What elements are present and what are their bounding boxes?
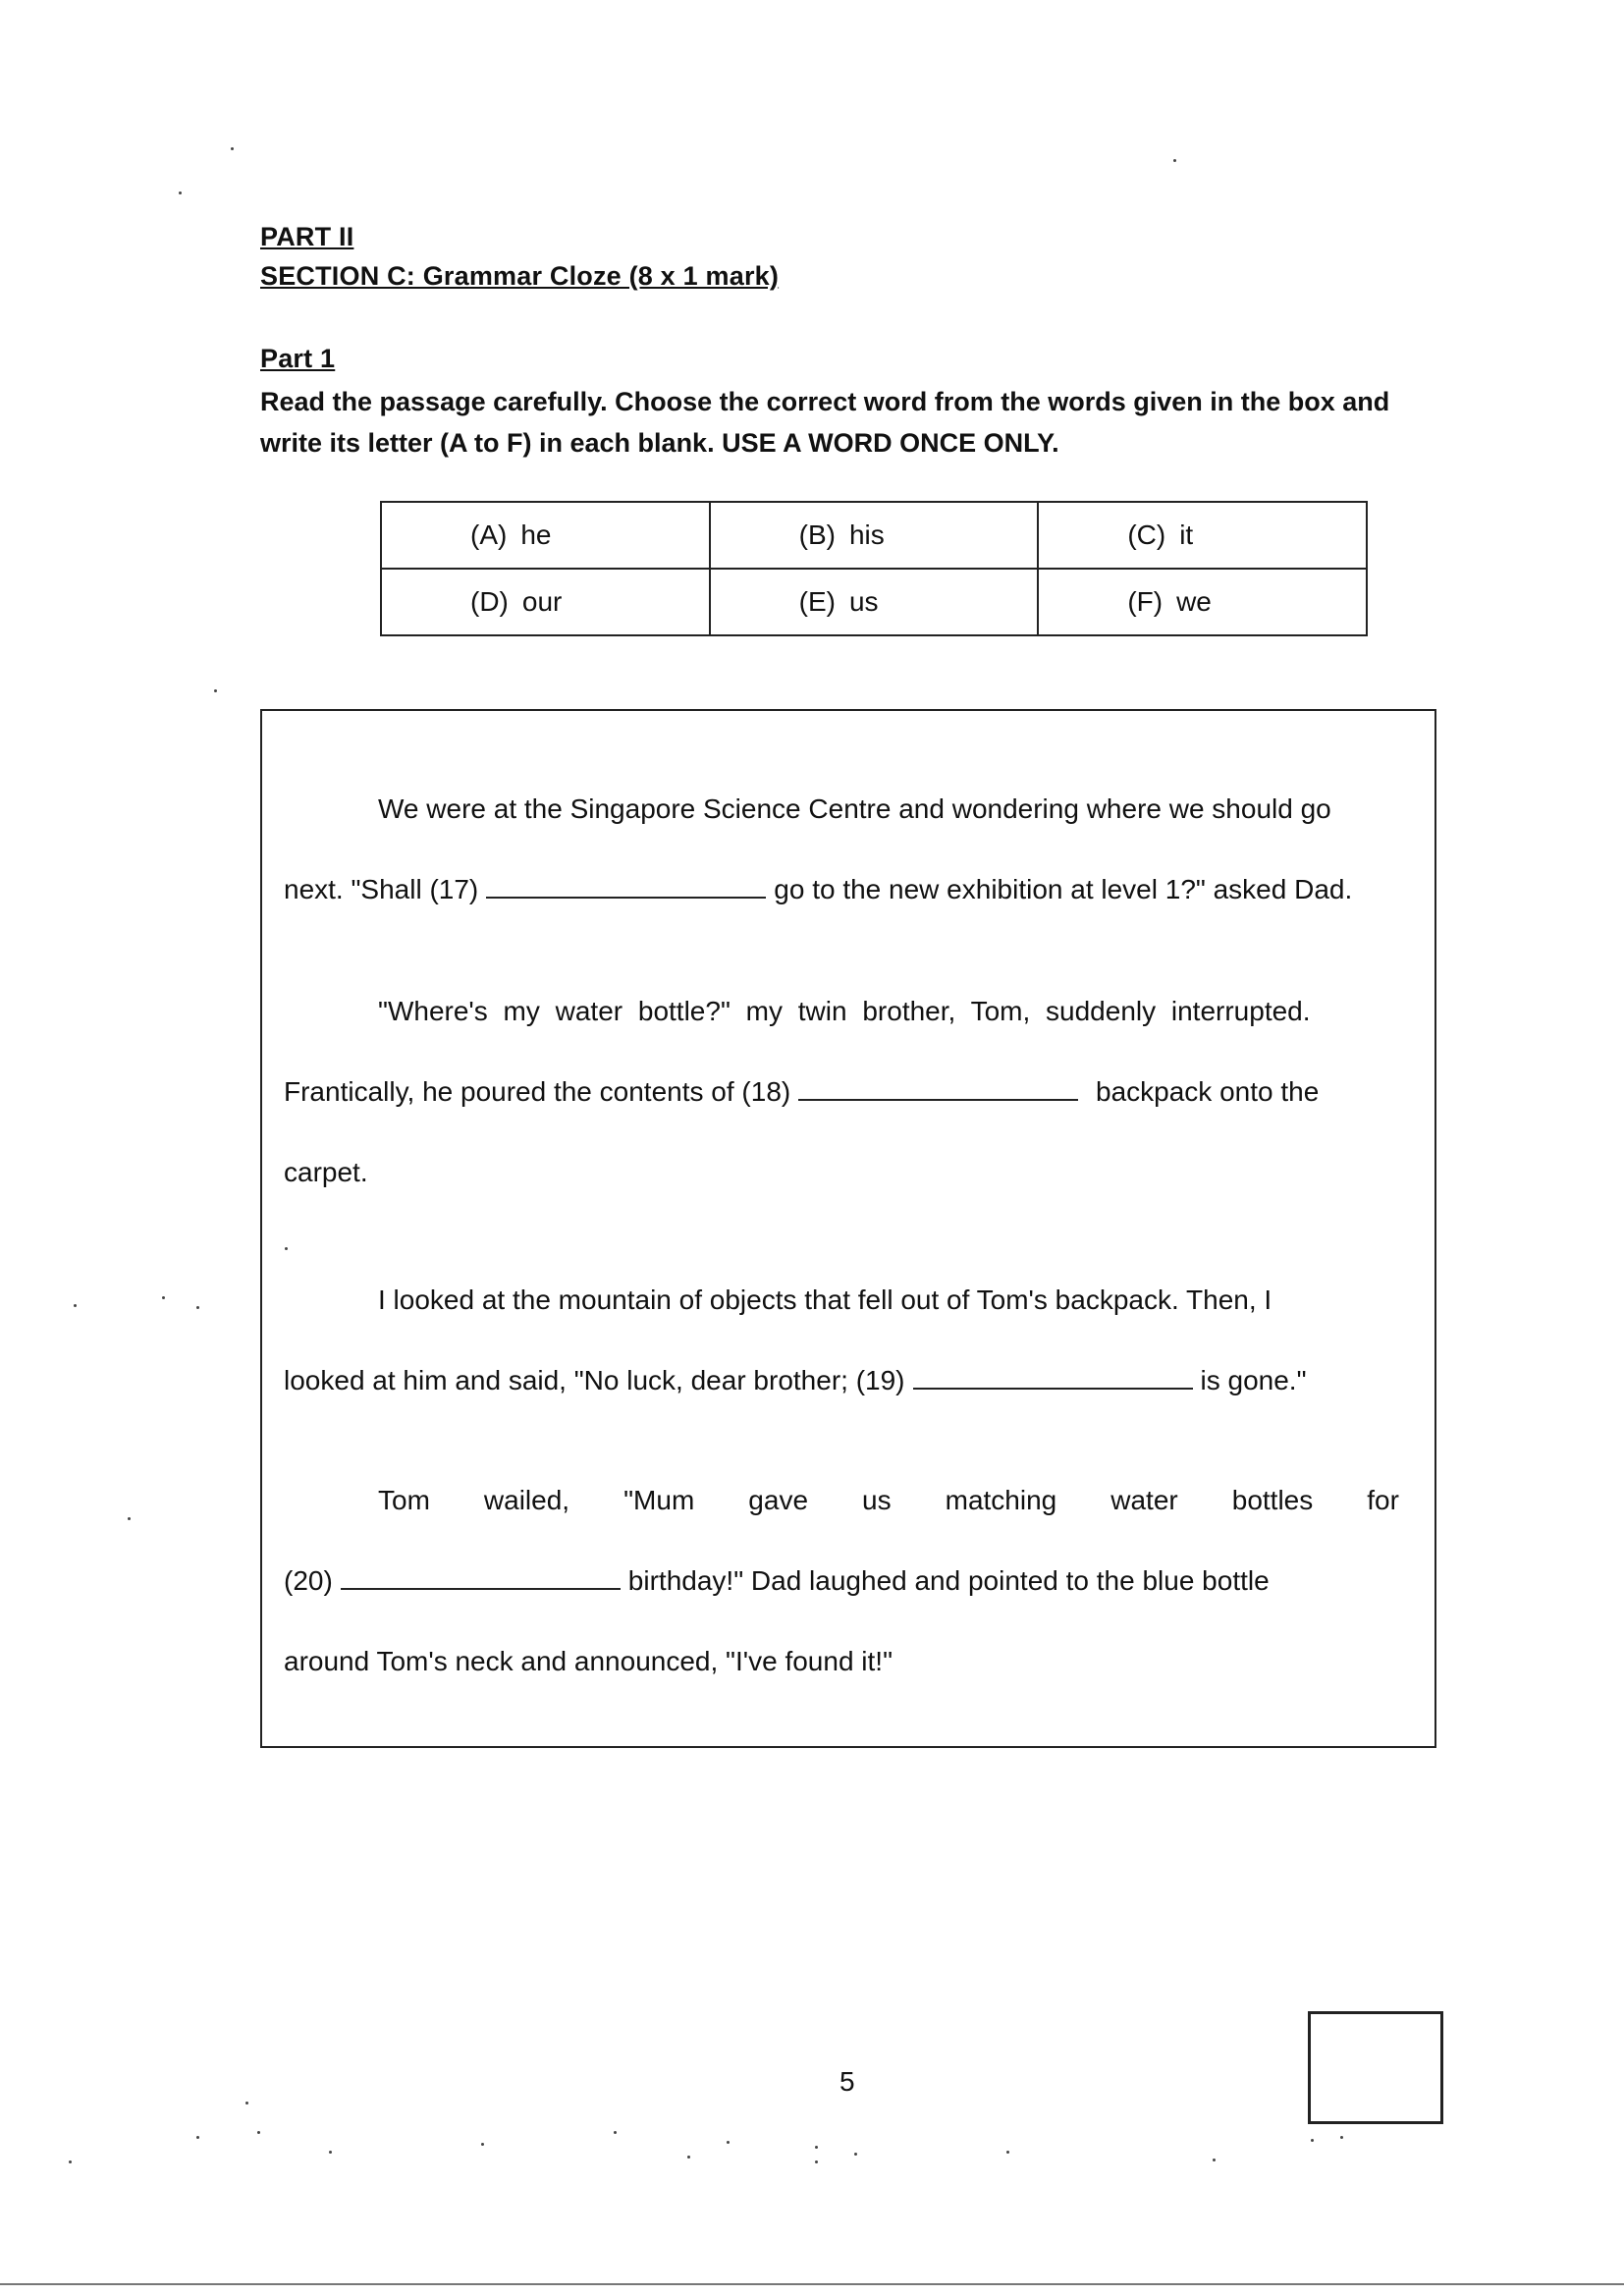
passage-text: carpet. xyxy=(284,1157,368,1187)
passage-line xyxy=(284,1076,1399,1108)
scan-speck xyxy=(1006,2151,1009,2154)
passage-word: gave xyxy=(748,1485,809,1515)
scan-speck xyxy=(179,191,182,194)
option-word: we xyxy=(1176,586,1212,617)
passage-word: wailed, xyxy=(483,1485,570,1515)
passage-word: us xyxy=(862,1485,892,1515)
passage-word: water xyxy=(1110,1485,1178,1515)
word-option-f xyxy=(1038,569,1367,635)
passage-line xyxy=(378,1285,1399,1316)
scan-speck xyxy=(1340,2136,1343,2139)
scan-speck xyxy=(285,1247,288,1250)
option-letter: (A) xyxy=(470,519,508,550)
scan-speck xyxy=(329,2151,332,2154)
word-box-row xyxy=(381,502,1367,569)
passage-text: go to the new exhibition at level 1?" asked Dad. xyxy=(774,874,1353,904)
answer-blank-18[interactable] xyxy=(798,1077,1078,1101)
passage-word: Tom xyxy=(378,1485,430,1515)
passage-word: for xyxy=(1367,1485,1399,1515)
option-word: his xyxy=(848,519,885,550)
word-option-d xyxy=(381,569,710,635)
option-letter: (F) xyxy=(1127,586,1164,617)
word-option-c xyxy=(1038,502,1367,569)
scan-speck xyxy=(245,2102,248,2105)
scan-speck xyxy=(1213,2159,1216,2161)
passage-text: looked at him and said, "No luck, dear brother; (19) xyxy=(284,1365,905,1395)
scan-speck xyxy=(727,2141,730,2144)
passage-line xyxy=(378,793,1399,825)
passage-word: "Mum xyxy=(623,1485,695,1515)
word-option-b xyxy=(710,502,1039,569)
passage-line xyxy=(284,1565,1399,1597)
page-number: 5 xyxy=(839,2066,855,2097)
option-letter: (E) xyxy=(798,586,836,617)
passage-text: Frantically, he poured the contents of (18) xyxy=(284,1076,791,1107)
option-letter: (B) xyxy=(798,519,836,550)
answer-blank-19[interactable] xyxy=(913,1366,1193,1390)
option-word: us xyxy=(848,586,879,617)
passage-text: (20) xyxy=(284,1565,333,1596)
option-word: our xyxy=(521,586,563,617)
option-word: he xyxy=(520,519,552,550)
part-heading: PART II xyxy=(260,222,354,251)
passage-word: matching xyxy=(945,1485,1057,1515)
passage-text: We were at the Singapore Science Centre and wondering where we should go xyxy=(378,793,1331,824)
scan-speck xyxy=(257,2131,260,2134)
scan-speck xyxy=(231,147,234,150)
passage-line xyxy=(284,1157,1399,1188)
passage-text: is gone." xyxy=(1200,1365,1307,1395)
scan-speck xyxy=(815,2146,818,2149)
instructions: Read the passage carefully. Choose the correct word from the words given in the box and write its letter (A to F) in each blank. USE A WORD ONCE ONLY. xyxy=(260,387,1390,458)
passage-line xyxy=(284,1365,1399,1396)
option-letter: (C) xyxy=(1127,519,1166,550)
word-box-row xyxy=(381,569,1367,635)
scan-edge-line xyxy=(0,2283,1624,2285)
scan-speck xyxy=(128,1517,131,1520)
scan-speck xyxy=(1173,159,1176,162)
answer-blank-17[interactable] xyxy=(486,875,766,899)
word-option-a xyxy=(381,502,710,569)
score-box[interactable] xyxy=(1308,2011,1443,2124)
scan-speck xyxy=(196,1306,199,1309)
option-word: it xyxy=(1179,519,1194,550)
scan-speck xyxy=(214,689,217,692)
scan-speck xyxy=(69,2160,72,2163)
scan-speck xyxy=(854,2153,857,2156)
passage-line xyxy=(284,1646,1399,1677)
section-heading: SECTION C: Grammar Cloze (8 x 1 mark) xyxy=(260,261,780,291)
word-box xyxy=(380,501,1368,636)
scan-speck xyxy=(614,2131,617,2134)
passage-box xyxy=(260,709,1436,1748)
scan-speck xyxy=(687,2156,690,2159)
scan-speck xyxy=(74,1304,77,1307)
passage-text: I looked at the mountain of objects that fell out of Tom's backpack. Then, I xyxy=(378,1285,1272,1315)
passage-line xyxy=(378,996,1399,1027)
answer-blank-20[interactable] xyxy=(341,1566,621,1590)
passage-text: backpack onto the xyxy=(1096,1076,1320,1107)
passage-text: birthday!" Dad laughed and pointed to the blue bottle xyxy=(627,1565,1270,1596)
scan-speck xyxy=(196,2136,199,2139)
passage-line xyxy=(378,1485,1399,1516)
subpart-heading: Part 1 xyxy=(260,344,336,373)
passage-text: around Tom's neck and announced, "I've found it!" xyxy=(284,1646,893,1676)
scan-speck xyxy=(481,2143,484,2146)
word-option-e xyxy=(710,569,1039,635)
option-letter: (D) xyxy=(470,586,509,617)
scan-speck xyxy=(815,2160,818,2163)
scan-speck xyxy=(162,1296,165,1299)
passage-word: bottles xyxy=(1231,1485,1314,1515)
passage-line xyxy=(284,874,1399,905)
passage-text: "Where's my water bottle?" my twin brother, Tom, suddenly interrupted. xyxy=(378,996,1311,1026)
scan-speck xyxy=(1311,2139,1314,2142)
passage-text: next. "Shall (17) xyxy=(284,874,479,904)
